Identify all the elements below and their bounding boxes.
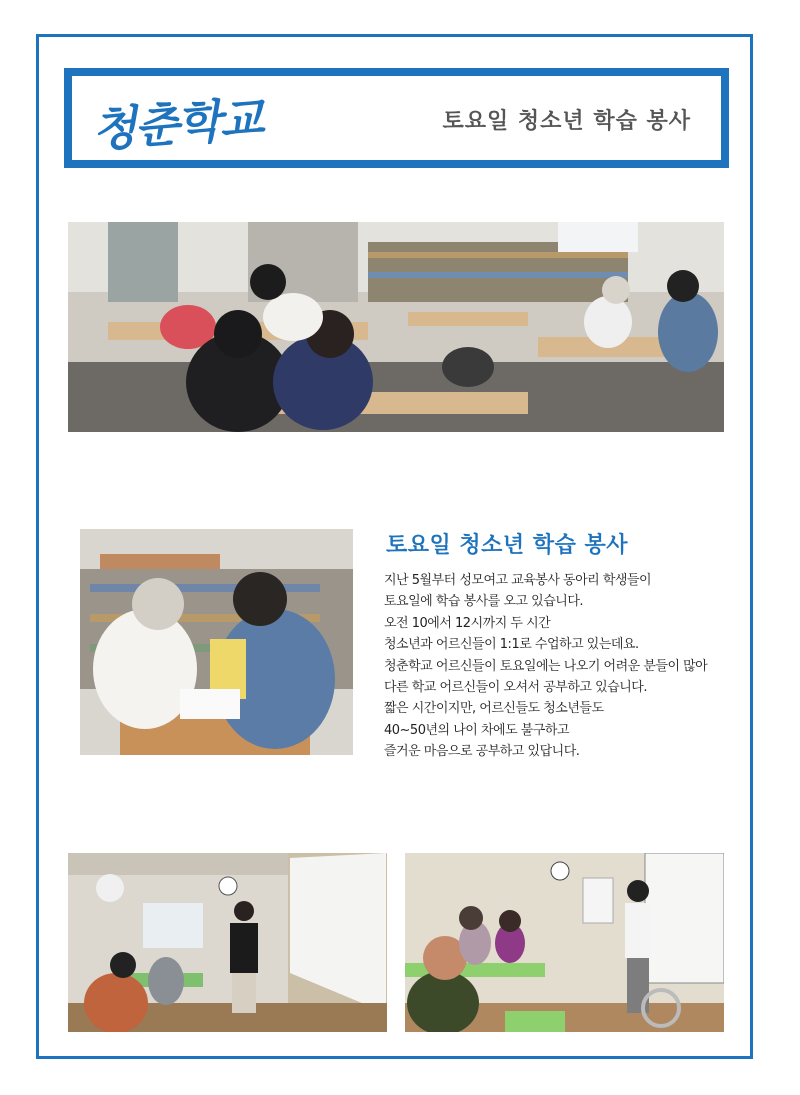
article-line: 짧은 시간이지만, 어르신들도 청소년들도 <box>384 701 604 717</box>
article-line: 다른 학교 어르신들이 오셔서 공부하고 있습니다. <box>384 680 647 696</box>
tutoring-photo <box>80 529 353 755</box>
article-line: 즐거운 마음으로 공부하고 있답니다. <box>384 744 580 760</box>
whiteboard-room-photo <box>68 853 387 1032</box>
article-line: 청춘학교 어르신들이 토요일에는 나오기 어려운 분들이 많아 <box>384 658 708 674</box>
school-logo <box>88 82 268 158</box>
whiteboard-teaching-photo <box>405 853 724 1032</box>
classroom-photo <box>68 222 724 432</box>
article-body <box>384 570 729 763</box>
article-line: 청소년과 어르신들이 1:1로 수업하고 있는데요. <box>384 637 639 653</box>
article-line: 오전 10에서 12시까지 두 시간 <box>384 615 551 631</box>
logo-lettering: 청춘학교 <box>90 91 264 157</box>
article-line: 토요일에 학습 봉사를 오고 있습니다. <box>384 594 584 610</box>
header-title: 토요일 청소년 학습 봉사 <box>442 109 691 134</box>
header-banner <box>64 68 729 168</box>
article-line: 40~50년의 나이 차에도 불구하고 <box>384 722 570 738</box>
article-line: 지난 5월부터 성모여고 교육봉사 동아리 학생들이 <box>384 573 652 588</box>
article-title: 토요일 청소년 학습 봉사 <box>386 533 628 558</box>
